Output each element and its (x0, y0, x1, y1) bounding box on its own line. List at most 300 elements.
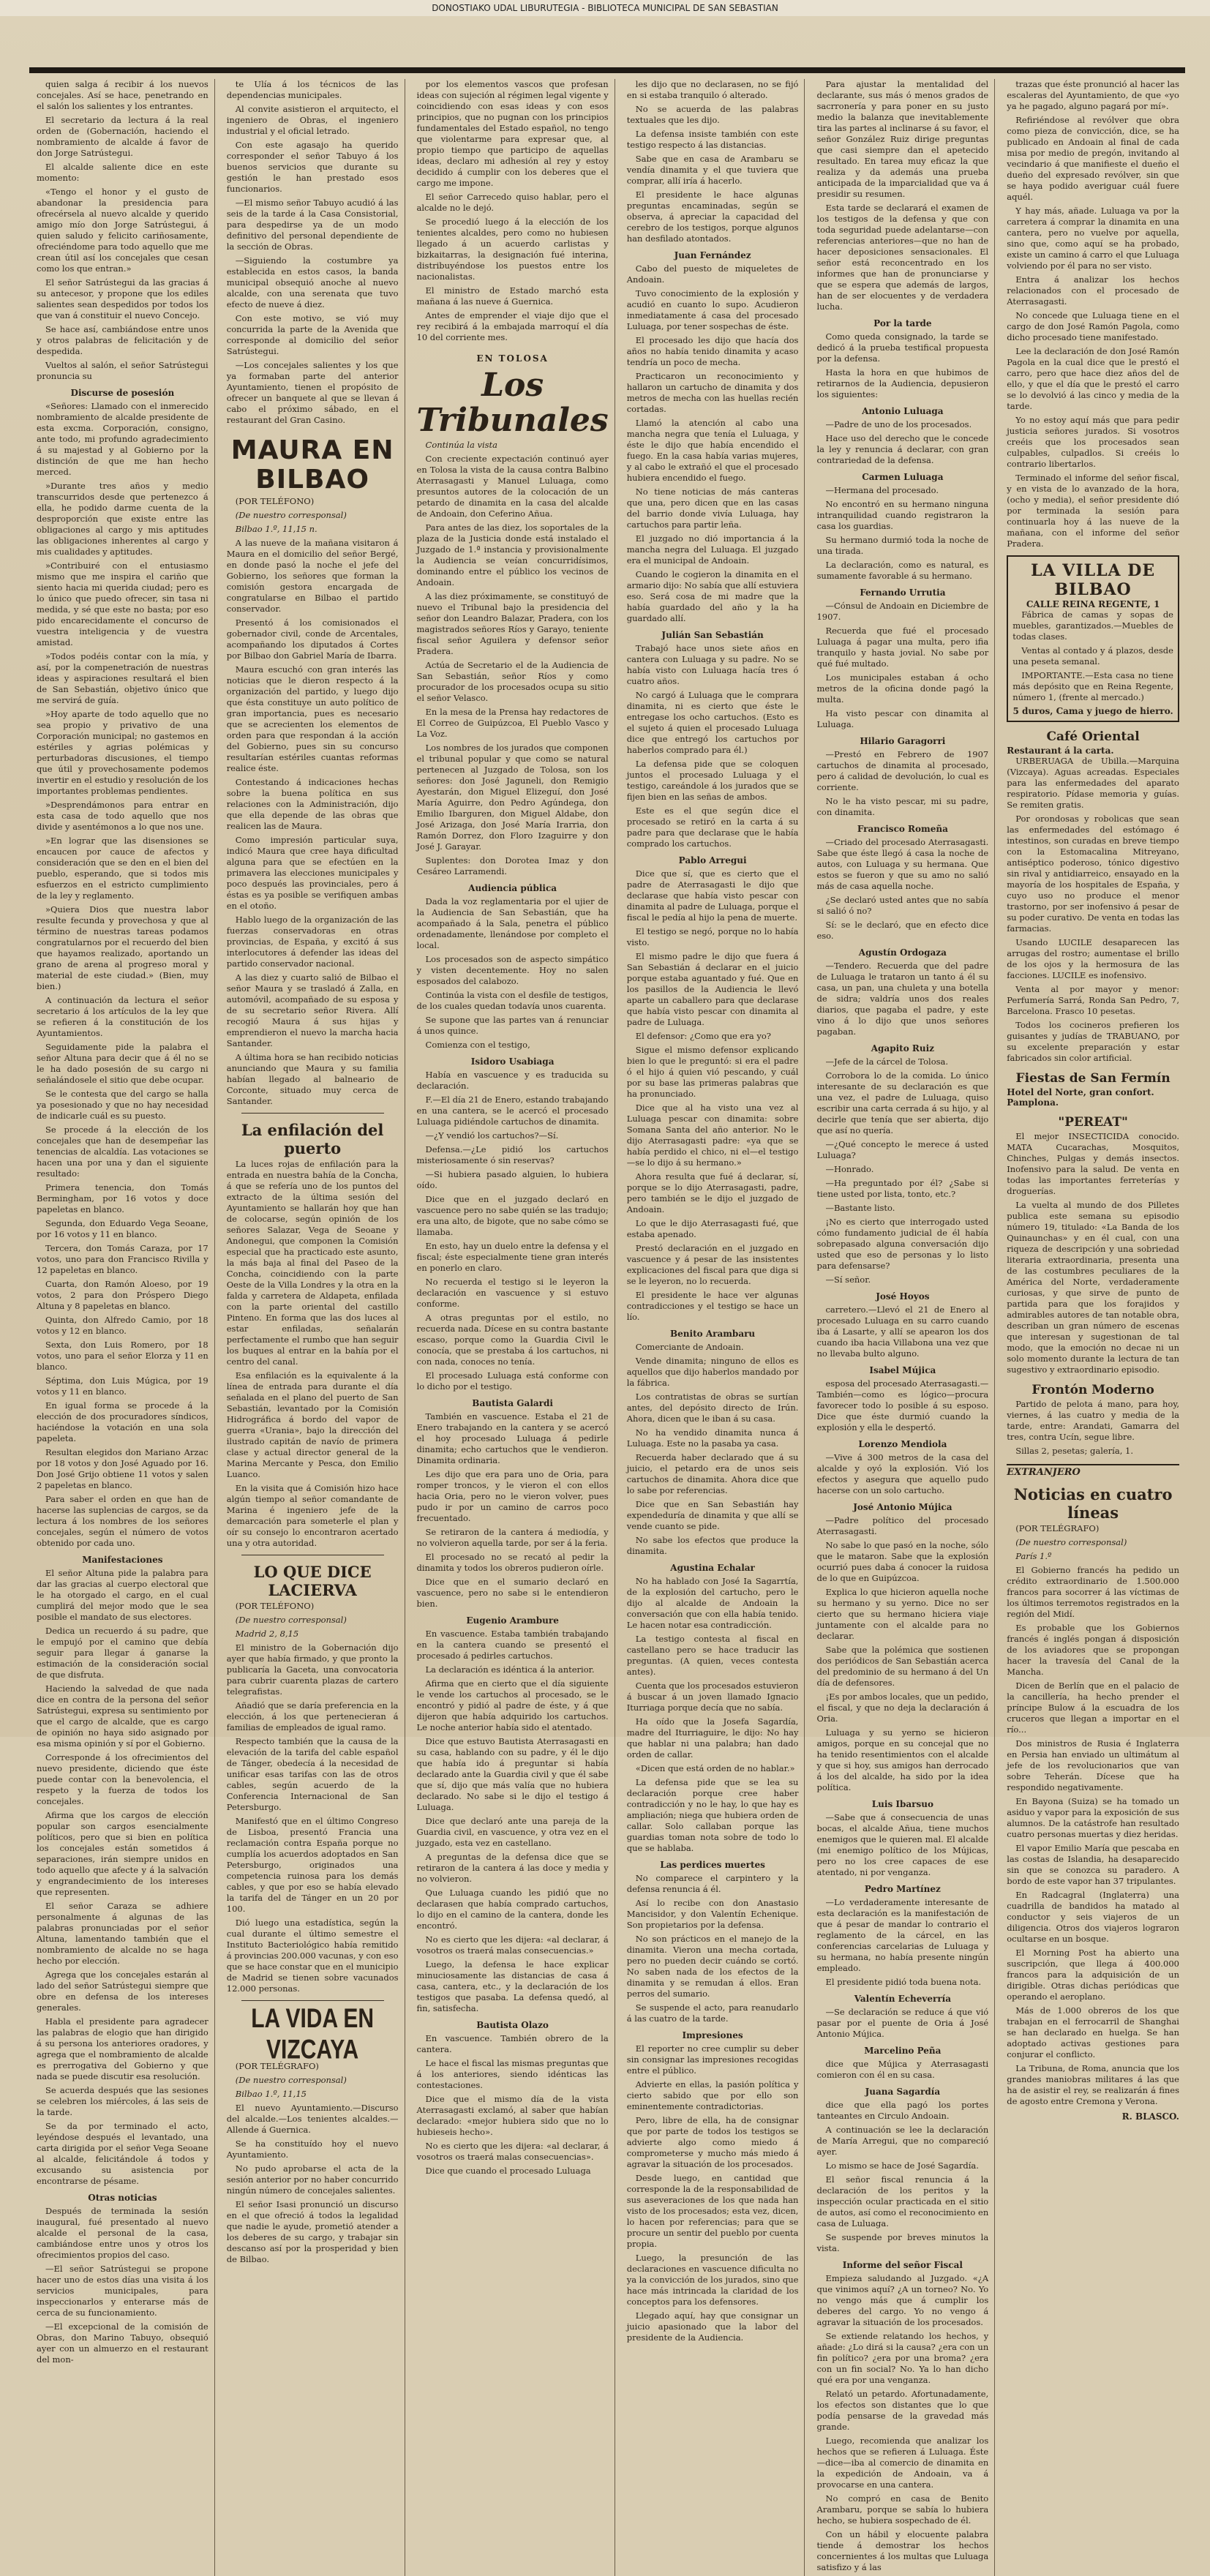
byline: (POR TELÉFONO) (235, 496, 315, 506)
paragraph: Los municipales estaban á ocho metros de la oficina donde pagó la multa. (816, 672, 989, 705)
paragraph: Yo no estoy aquí más que para pedir justicia señores jurados. Si vosotros creéis que los procesados sean culpables, culpadlos. Si creéis lo contrario libertarlos. (1007, 415, 1179, 469)
paragraph: Los contratistas de obras se surtían antes, del depósito directo de Irún. Ahora, dicen que le iban á su casa. (626, 1392, 799, 1424)
witness-name: Pedro Martínez (864, 1884, 941, 1894)
ad-text: Por orondosas y robolicas que sean las enfermedades del estómago é intestinos, son curadas en breve tiempo con la Estomacalina Mitreyano, antiséptico poderoso, tónico digestivo sin rival y antidiarreico, ensayado en la mayoría de los hospitales de España, y cuyo uso no produce el menor trastorno, por ser inofensivo á pesar de su poder curativo. De venta en todas las farmacias. (1007, 814, 1179, 934)
paragraph: Con creciente expectación continuó ayer en Tolosa la vista de la causa contra Balbino Aterrasagasti y Manuel Luluaga, como presuntos autores de la colocación de un petardo de dinamita en la casa del alcalde de Andoain, don Ceferino Añua. (416, 454, 609, 519)
paragraph: Es probable que los Gobiernos francés é inglés pongan á disposición de los aviadores que se propongan hacer la travesía del Canal de la Mancha. (1007, 1623, 1179, 1677)
ad-title: Fiestas de San Fermín (1015, 1071, 1170, 1086)
paragraph: El secretario da lectura á la real orden de (Gobernación, haciendo el nombramiento de alcalde á favor de don Jorge Satrústegui. (37, 115, 208, 158)
paragraph: Continúa la vista con el desfile de testigos, de los cuales quedan todavía unos cuarenta. (416, 990, 609, 1011)
subhead: (De nuestro corresponsal) (235, 510, 347, 520)
pretitle-tolosa: EN TOLOSA (476, 353, 549, 364)
paragraph: El vapor Emilio María que pescaba en las costas de Islandia, ha desaparecido sin que se conozca su paradero. A bordo de este vapor han 37 tripulantes. (1007, 1843, 1179, 1886)
dateline: Bilbao 1.º, 11,15 (235, 2089, 307, 2099)
paragraph: En la mesa de la Prensa hay redactores de El Correo de Guipúzcoa, El Pueblo Vasco y La Voz. (416, 707, 609, 739)
paragraph: Al convite asistieron el arquitecto, el ingeniero de Obras, el ingeniero industrial y el oficial letrado. (226, 104, 399, 136)
paragraph: Se acuerda después que las sesiones se celebren los miércoles, á las seis de la tarde. (37, 2085, 208, 2117)
columns (37, 79, 1185, 2572)
paragraph: —Jefe de la cárcel de Tolosa. (825, 1056, 949, 1067)
paragraph: Así lo recibe con don Anastasio Mancisidor, y don Valentín Echenique. Son propietarios por la defensa. (626, 1898, 799, 1930)
dateline: Continúa la vista (425, 440, 498, 450)
paragraph: Afirma que en cierto que el día siguiente le vende los cartuchos al procesado, se le encontró y pidió al padre de éste, y á que dijeron que había adquirido los cartuchos. Le noche anterior había sido el atentado. (416, 1678, 609, 1732)
paragraph: A continuación da lectura el señor secretario á los artículos de la ley que se refieren á la constitución de los Ayuntamientos. (37, 995, 208, 1038)
column-2 (227, 79, 405, 2576)
paragraph: Vueltos al salón, el señor Satrústegui pronuncia su (37, 360, 208, 381)
ad-text: Todos los cocineros prefieren los guisantes y judías de TRABUANO, por su excelente preparación y estar fabricados sin color artificial. (1007, 1020, 1179, 1063)
paragraph: Sigue el mismo defensor explicando bien lo que le preguntó: si era el padre ó el hijo á quien vió pescando, y cuál por su base las primeras palabras que ha pronunciado. (626, 1045, 799, 1099)
paragraph: La defensa pide que se lea su declaración porque cree haber contradicción y no le hay, lo que hay es ampliación; niega que hubiera orden de callar. Solo callaban porque las guardias toman nota sobre de todo lo que se hablaba. (626, 1777, 799, 1853)
paragraph: El alcalde saliente dice en este momento: (37, 162, 208, 183)
paragraph: El ministro de la Gobernación dijo ayer que había firmado, y que pronto la publicaría la Gaceta, una convocatoria para cubrir cuarenta plazas de cartero telegrafistas. (226, 1642, 399, 1697)
column-4 (627, 79, 805, 2576)
paragraph: El presidente le hace ver algunas contradicciones y el testigo se hace un lío. (626, 1290, 799, 1322)
paragraph: Llegado aquí, hay que consignar un juicio apasionado que la labor del presidente de la Audiencia. (626, 2310, 799, 2343)
paragraph: esposa del procesado Aterrasagasti.—También—como es lógico—procura favorecer todo lo posible á su esposo. Dice que éste durmió cuando la explosión y ella le despertó. (816, 1378, 989, 1432)
paragraph: El señor Caraza se adhiere personalmente á algunas de las palabras pronunciadas por el señor Altuna, lamentando también que el nombramiento de alcalde no se haga hecho por elección. (37, 1901, 208, 1966)
paragraph: Que Luluaga cuando les pidió que no declarasen que había comprado cartuchos, lo dijo en el camino de la cantera, donde les encontró. (416, 1888, 609, 1931)
paragraph: Tercera, don Tomás Caraza, por 17 votos, uno para don Francisco Rivilla y 12 papeletas en blanco. (37, 1243, 208, 1275)
paragraph: Esa enfilación es la equivalente á la línea de entrada para durante el día señalada en el plano del puerto de San Sebastián, levantado por la Comisión Hidrográfica á bordo del vapor de guerra «Urania», bajo la dirección del ilustrado capitán de navío de primera clase y actual director general de la Marina Mercante y Pesca, don Emilio Luanco. (226, 1370, 399, 1479)
subhead: (De nuestro corresponsal) (235, 1615, 347, 1625)
paragraph: —Honrado. (825, 1164, 874, 1174)
paragraph: Se procede á la elección de los concejales que han de desempeñar las tenencias de alcaldía. Las votaciones se hacen una por una y dan el siguiente resultado: (37, 1124, 208, 1179)
section-heading: Manifestaciones (82, 1555, 163, 1565)
section-heading: Audiencia pública (468, 883, 557, 893)
paragraph: No concede que Luluaga tiene en el cargo de don José Ramón Pagola, como dicho procesado tiene manifestado. (1007, 310, 1179, 342)
paragraph: No tiene noticias de más canteras que una, pero dicen que en las casas del barrio donde vivía Luluaga, hay cartuchos para partir leña. (626, 487, 799, 530)
ad-villa-bilbao (1007, 555, 1179, 722)
paragraph: te Ulía á los técnicos de las dependencias municipales. (226, 79, 399, 100)
section-heading: Discurse de posesión (70, 388, 175, 398)
paragraph: Se supone que las partes van á renunciar á unos quince. (416, 1015, 609, 1036)
ad-subtitle: Hotel del Norte, gran confort. Pamplona. (1007, 1087, 1154, 1108)
paragraph: No sabe los efectos que produce la dinamita. (626, 1535, 799, 1556)
paragraph: Dice que el mismo día de la vista Aterrasagasti exclamó, al saber que habían declarado: «mejor hubiera sido que no lo hubieseis hecho». (416, 2094, 609, 2137)
paragraph: La luces rojas de enfilación para la entrada en nuestra bahía de la Concha, á que se refería uno de los puntos del extracto de la última sesión del Ayuntamiento se hallarán hoy que han de colocarse, según opinión de los señores Salazar, Vega de Seoane y Andonegui, que componen la Comisión especial que ha practicado este asunto, la más baja al final del Paseo de la Concha, coincidiendo con la parte Oeste de la Villa Londres y la otra en la falda y carretera de Aldapeta, enfilada con la parte oriental del castillo Pinteno. En forma que las dos luces al estar enfiladas, señalarán perfectamente el rumbo que han seguir los buques al entrar en la bahía por el centro del canal. (226, 1159, 399, 1367)
paragraph: Pero, libre de ella, ha de consignar que por parte de todos los testigos se advierte algo como miedo á comprometerse y mucho más miedo á agravar la situación de los procesados. (626, 2115, 799, 2169)
ad-text: URBERUAGA de Ubilla.—Marquina (Vizcaya). Aguas acreadas. Especiales para las enfermedades del aparato respiratorio. Pídase memoria y guías. Se remiten gratis. (1007, 756, 1179, 810)
witness-name: Juan Fernández (674, 250, 751, 260)
paragraph: «Dicen que está orden de no hablar.» (635, 1763, 795, 1773)
paragraph: Y hay más, añade. Luluaga va por la carretera á comprar la dinamita en una cantera, pero no vuelve por aquella, sino que, como aquí se ha probado, existe un camino á carro el que Luluaga volviendo por él para no ser visto. (1007, 206, 1179, 271)
paragraph: Desde luego, en cantidad que corresponde la de la responsabilidad de sus aseveraciones de los que nada han visto de los procesados; esta vez, dicen, lo hacen por referencias; para que se procure un sentir del pueblo por cuenta propia. (626, 2173, 799, 2249)
paragraph: —Ha preguntado por él? ¿Sabe si tiene usted por lista, tonto, etc.? (816, 1178, 989, 1199)
paragraph: Con un hábil y elocuente palabra tiende á demostrar los hechos concernientes á los multas que Luluaga satisfizo y á las (816, 2529, 989, 2572)
witness-name: Marcelino Peña (864, 2046, 942, 2056)
ad-title: "PEREAT" (1058, 1115, 1128, 1130)
ad-text: La vuelta al mundo de dos Pilletes publica este semana su episodio número 19, titulado: «La Banda de los Quinaunchas» y en él cual, con una riqueza de descripción y una sobriedad literaria extraordinaria, presenta una de las costumbres peculiares de la América del Norte, verdaderamente curiosas, y que sirve de punto de partida para que los forajidos y admirables autores de tan notable obra, describan un gran número de escenas que interesan y sugestionan de tal modo, que la emoción no decae ni un solo momento durante la lectura de tan sugestivo y extraordinario episodio. (1007, 1200, 1179, 1375)
paragraph: Lo mismo se hace de José Sagardía. (825, 2160, 979, 2171)
dateline: Bilbao 1.º, 11,15 n. (235, 524, 317, 534)
paragraph: No es cierto que les dijera: «al declarar, á vosotros os traerá malas consecuencias». (416, 2141, 609, 2162)
paragraph: Cuarta, don Ramón Aloeso, por 19 votos, 2 para don Próspero Diego Altuna y 8 papeletas en blanco. (37, 1279, 208, 1311)
paragraph: Se extiende relatando los hechos, y añade: ¿Lo dirá si la causa? ¿era con un fin político? ¿era por una broma? ¿era con un fin social? No. Ya lo han dicho qué era por una venganza. (816, 2331, 989, 2385)
paragraph: Manifestó que en el último Congreso de Lisboa, presentó Francia una reclamación contra España porque no cumplía los acuerdos adoptados en San Petersburgo, originados una competencia ruinosa para los demás cables, y que por eso se había elevado la tarifa del de Tánger en un 20 por 100. (226, 1816, 399, 1914)
paragraph: Dice que estuvo Bautista Aterrasagasti en su casa, hablando con su padre, y él le dijo que había ido á preguntar si había declarado ante la Guardia civil y que él sabe que sí, dijo que más valía que no hubiera declarado. No sabe si le dijo el testigo á Luluaga. (416, 1736, 609, 1812)
witness-name: Eugenio Arambure (466, 1615, 559, 1626)
paragraph: La defensa pide que se coloquen juntos el procesado Luluaga y el testigo, careándole á los jurados que se fijen bien en las señas de ambos. (626, 759, 799, 802)
paragraph: La declaración es idéntica á la anterior. (425, 1664, 595, 1675)
paragraph: El procesado Luluaga está conforme con lo dicho por el testigo. (416, 1370, 609, 1392)
paragraph: Se suspende por breves minutos la vista. (816, 2232, 989, 2253)
paragraph: Lo que le dijo Aterrasagasti fué, que estaba apenado. (626, 1218, 799, 1239)
column-3 (417, 79, 615, 2576)
paragraph: En vascuence. Estaba también trabajando en la cantera cuando se presentó el procesado á pedirles cartuchos. (416, 1629, 609, 1661)
paragraph: Agrega que los concejales estarán al lado del señor Satrústegui siempre que obre en defensa de los intereses generales. (37, 1969, 208, 2013)
paragraph: Respecto también que la causa de la elevación de la tarifa del cable español de Tánger, obedecía á la necesidad de unificar esas tarifas con las de otros cables, según acuerdo de la Conferencia Internacional de San Petersburgo. (226, 1736, 399, 1812)
paragraph: Se le contesta que del cargo se halla ya posesionado y que no hay necesidad de indicarle cuál es su puesto. (37, 1089, 208, 1121)
paragraph: Comienza con el testigo, (425, 1040, 530, 1050)
column-6 (1007, 79, 1185, 2576)
paragraph: »Hoy aparte de todo aquello que no sea propio y privativo de una Corporación municipal; no gastemos en estériles y agrias polémicas y perturbadoras discusiones, el tiempo que útil y provechosamente podemos invertir en el estudio y resolución de los importantes problemas pendientes. (37, 709, 208, 796)
paragraph: En esto, hay un duelo entre la defensa y el fiscal; éste especialmente tiene gran interés en ponerlo en claro. (416, 1241, 609, 1273)
witness-name: Isabel Mújica (869, 1365, 936, 1375)
witness-name: Agustina Echalar (670, 1563, 755, 1573)
paragraph: Los procesados son de aspecto simpático y visten decentemente. Hoy no salen esposados del calabozo. (416, 954, 609, 986)
paragraph: A continuación se lee la declaración de María Arregui, que no compareció ayer. (816, 2125, 989, 2157)
ad-subtitle: Restaurant á la carta. (1007, 746, 1114, 756)
witness-name: Julián San Sebastián (661, 630, 764, 640)
paragraph: quien salga á recibir á los nuevos concejales. Así se hace, penetrando en el salón los salientes y los entrantes. (37, 79, 208, 111)
paragraph: Dice que en el sumario declaró en vascuence, pero no sabe si le entendieron bien. (416, 1577, 609, 1609)
paragraph: Comerciante de Andoain. (635, 1342, 744, 1352)
paragraph: También en vascuence. Estaba el 21 de Enero trabajando en la cantera y se acercó el hoy procesado Luluaga á pedirle dinamita; echo cartuchos que le vendieron. Dinamita ordinaria. (416, 1411, 609, 1465)
paragraph: —Lo verdaderamente interesante de esta declaración es la manifestación de que á pesar de mandar lo contrario el reglamento de la cárcel, en las conferencias carcelarias de Luluaga y su hermana, no había presente ningún empleado. (816, 1897, 989, 1973)
paragraph: «Tengo el honor y el gusto de abandonar la presidencia para ofrecérsela al nuevo alcalde y querido amigo mío don Jorge Satrústegui, á quien saludo y felicito cariñosamente, ofreciéndome para todo aquello que me crean útil así los concejales que cesan como los que entran.» (37, 187, 208, 274)
paragraph: Más de 1.000 obreros de los que trabajan en el ferrocarril de Shanghai se han declarado en huelga. Se han adoptado activas gestiones para conjurar el conflicto. (1007, 2005, 1179, 2059)
paragraph: Los nombres de los jurados que componen el tribunal popular y que como se natural pertenecen al Juzgado de Tolosa, son los señores: don José Jaguneli, don Remigio Ayestarán, don Miguel Elizeguí, don José María Aguirre, don Pedro Agúndega, don Emilio Ibarguren, don Miguel Aldabe, don José Arizaga, don José María Irarria, don Ramón Dorrez, don Floro Izaguirre y don José J. Garayar. (416, 743, 609, 852)
paragraph: A las diez y cuarto salió de Bilbao el señor Maura y se trasladó á Zalla, en automóvil, acompañado de su esposa y de su secretario señor Rivera. Allí recogió Maura á sus hijas y emprendieron el nuevo la marcha hacia Santander. (226, 972, 399, 1048)
paragraph: Se ha constituído hoy el nuevo Ayuntamiento. (226, 2138, 399, 2160)
paragraph: Luego, recomienda que analizar los hechos que se refieren á Luluaga. Éste—dice—iba al comercio de dinamita en la expedición de Andoain, va á provocarse en una cantera. (816, 2436, 989, 2490)
paragraph: Hablo luego de la organización de las fuerzas conservadoras en otras provincias, de España, y excitó á sus interlocutores á defender las ideas del partido conservador nacional. (226, 915, 399, 969)
paragraph: —El señor Satrústegui se propone hacer uno de estos días una visita á los servicios municipales, para inspeccionarlos y enterarse más de cerca de su funcionamiento. (37, 2264, 208, 2318)
paragraph: Primera tenencia, don Tomás Bermingham, por 16 votos y doce papeletas en blanco. (37, 1182, 208, 1214)
headline-enfilacion: La enfilación del puerto (241, 1121, 384, 1157)
column-5 (816, 79, 995, 2576)
paragraph: El reporter no cree cumplir su deber sin consignar las impresiones recogidas entre el público. (626, 2043, 799, 2076)
paragraph: El Gobierno francés ha pedido un crédito extraordinario de 1.500.000 francos para socorrer á las víctimas de los últimos terremotos registrados en la región del Midí. (1007, 1565, 1179, 1619)
paragraph: Cuenta que los procesados estuvieron á buscar á un joven llamado Ignacio Iturriaga porque decía que no sabía. (626, 1681, 799, 1713)
paragraph: No ha vendido dinamita nunca á Luluaga. Este no la pasaba ya casa. (626, 1427, 799, 1449)
witness-name: Carmen Luluaga (862, 472, 944, 482)
headline-maura: MAURA EN BILBAO (230, 435, 394, 495)
byline: (POR TELÉFONO) (235, 1601, 315, 1611)
witness-name: Agapito Ruiz (871, 1043, 934, 1054)
paragraph: Maura escuchó con gran interés las noticias que le dieron respecto á la organización del partido, y luego dijo que ésta constituye un auto político de gran importancia, pues es necesario que se acrecienten los elementos de orden para que respondan á la acción del Gobierno, pues sin su concurso resultarían estériles cuantas reformas realice éste. (226, 664, 399, 773)
paragraph: por los elementos vascos que profesan ideas con sujeción al régimen legal vigente y coincidiendo con esas ideas y con esos principios, que no pugnan con los principios fundamentales del Estado español, no tengo que violentarme para expresar que, al propio tiempo que participo de aquellas ideas, declaro mi adhesión al rey y estoy decidido á cumplir con los deberes que el cargo me impone. (416, 79, 609, 188)
paragraph: —Los concejales salientes y los que ya formaban parte del anterior Ayuntamiento, tienen el propósito de ofrecer un banquete al que se llevan á cabo el próximo sábado, en el restaurant del Gran Casino. (226, 360, 399, 425)
ad-title: LA VILLA DE BILBAO (1031, 561, 1156, 599)
paragraph: Para ajustar la mentalidad del declarante, sus más ó menos grados de sacrronería y para poner en su justo medio la balanza que inevitablemente tira las partes al inclinarse á su favor, el señor González Ruiz dirige preguntas que casi siempre dan el apetecido resultado. En tarea muy eficaz la que realiza y da además una prueba anticipada de la imparcialidad que va á presidir su resumen. (816, 79, 989, 199)
paragraph: Cabo del puesto de miqueletes de Andoain. (626, 263, 799, 285)
paragraph: Este es el que según dice el procesado se retiró en la carta á su padre para que declarase que le había comprado los cartuchos. (626, 806, 799, 849)
column-1 (37, 79, 215, 2576)
paragraph: En Radcagral (Inglaterra) una cuadrilla de bandidos ha matado al conductor y seis viajeros de un diligencia. Otros dos viajeros lograron ocultarse en un bosque. (1007, 1890, 1179, 1944)
paragraph: carretero.—Llevó el 21 de Enero al procesado Luluaga en su carro cuando iba á Lasarte, y allí se apearon los dos cuando iba hacia Villabona una vez que no llevaba bulto alguno. (816, 1304, 989, 1359)
paragraph: —Padre de uno de los procesados. (825, 419, 972, 429)
paragraph: La declaración, como es natural, es sumamente favorable á su hermano. (816, 560, 989, 581)
paragraph: Sexta, don Luis Romero, por 18 votos, uno para el señor Elorza y 11 en blanco. (37, 1340, 208, 1372)
paragraph: Para antes de las diez, los soportales de la plaza de la Justicia donde está instalado el Juzgado de 1.ª instancia y provisionalmente la Audiencia se veían concurridísimos, dominando entre el público los vecinos de Andoain. (416, 522, 609, 587)
paragraph: La testigo contesta al fiscal en castellano pero se hace traducir las preguntas. (A quien, veces contesta antes). (626, 1634, 799, 1677)
paragraph: Había en vascuence y es traducida su declaración. (416, 1070, 609, 1091)
paragraph: En vascuence. También obrero de la cantera. (416, 2033, 609, 2054)
paragraph: »Quiera Dios que nuestra labor resulte fecunda y provechosa y que al término de nuestras tareas podamos congratularnos por el recuerdo del bien que hayamos realizado, aportando un grano de arena al progreso moral y material de este ciudad.» (Bien, muy bien.) (37, 904, 208, 991)
paragraph: —Padre político del procesado Aterrasagasti. (816, 1515, 989, 1536)
paragraph: El mismo padre le dijo que fuera á San Sebastián á declarar en el juicio porque estaba aguantado y fué. Que en los pasillos de la Audiencia le llevó aparte un caballero para que declarase que había visto pescar con dinamita al padre de Luluaga. (626, 951, 799, 1027)
paragraph: No comparece el carpintero y la defensa renuncia á él. (626, 1873, 799, 1894)
paragraph: No son prácticos en el manejo de la dinamita. Vieron una mecha cortada, pero no pueden decir cuándo se cortó. No saben nada de los efectos de la dinamita y se remudan á ellos. Eran perros del sumario. (626, 1934, 799, 1999)
ad-text: Usando LUCILE desaparecen las arrugas del rostro; aumentase el brillo de los ojos y la hermosura de las facciones. LUCILE es inofensivo. (1007, 937, 1179, 980)
paragraph: Lee la declaración de don José Ramón Pagola en la cual dice que le prestó el carro, pero que hace diez años del de ello, y que el día que le prestó el carro se lo devolvió á las cinco y media de la tarde. (1007, 346, 1179, 411)
paragraph: Dice que al ha visto una vez al Luluaga pescar con dinamita: sobre Somana Santa del año anterior. No le dijo Aterrasagasti padre: «ya que se había perdido el chico, ni el—el testigo—se lo dijo á su hermano.» (626, 1103, 799, 1168)
paragraph: dice que Mújica y Aterrasagasti comieron con él en su casa. (816, 2059, 989, 2080)
paragraph: Sabe que en casa de Arambaru se vendía dinamita y el que tuviera que comprar, allí iría á hacerlo. (626, 154, 799, 186)
paragraph: En Bayona (Suiza) se ha tomado un asiduo y vapor para la exposición de sus alumnos. De la catástrofe han resultado cuatro personas muertas y diez heridas. (1007, 1796, 1179, 1839)
paragraph: Suplentes: don Dorotea Imaz y don Cesáreo Larramendi. (416, 855, 609, 876)
ad-title: Café Oriental (1046, 729, 1140, 744)
paragraph: Llamó la atención al cabo una mancha negra que tenía el Luluaga, y éste le dijo que había encendido el fuego. En la casa había varias mujeres, y al cabo le extrañó el que el procesado hubiera encendido el fuego. (626, 418, 799, 483)
paragraph: A las nueve de la mañana visitaron á Maura en el domicilio del señor Bergé, en donde pasó la noche el jefe del Gobierno, los señores que forman la comisión gestora encargada de congratularse en Bilbao el partido conservador. (226, 538, 399, 614)
paragraph: Se retiraron de la cantera á mediodía, y no volvieron aquella tarde, por ser á la feria. (416, 1527, 609, 1548)
paragraph: Dice que en San Sebastián hay expendeduría de dinamita y que allí se vende cuanto se pide. (626, 1499, 799, 1531)
paragraph: Dada la voz reglamentaria por el ujier de la Audiencia de San Sebastián, que ha acompañado á la Sala, penetra el público ordenadamente, llenándose por completo el local. (416, 896, 609, 950)
paragraph: No recuerda el testigo si le leyeron la declaración en vascuence y si estuvo conforme. (416, 1277, 609, 1309)
paragraph: Terminado el informe del señor fiscal, y en vista de lo avanzado de la hora, (ocho y media), el señor presidente dió por terminada la sesión para continuarla hoy á las nueve de la mañana, con el informe del señor Pradera. (1007, 473, 1179, 549)
paragraph: Ha visto pescar con dinamita al Luluaga. (816, 708, 989, 729)
paragraph: Luluaga y su yerno se hicieron amigos, porque en su concejal que no ha tenido resentimientos con el alcalde y que si hoy, sus amigos han derrocado á los del alcalde, ha sido por la idea política. (816, 1727, 989, 1792)
paragraph: —El excepcional de la comisión de Obras, don Marino Tabuyo, obsequió ayer con un almuerzo en el restaurant del mon- (37, 2321, 208, 2365)
witness-name: Valentín Echeverría (854, 1994, 951, 2004)
paragraph: Con este agasajo ha querido corresponder el señor Tabuyo á los buenos servicios que durante su gestión le han prestado esos funcionarios. (226, 140, 399, 194)
paragraph: El Morning Post ha abierto una suscripción, que llega á 400.000 francos para la adquisición de un dirigible. Otras dichas periódicas que operando el aeroplano. (1007, 1948, 1179, 2002)
paragraph: Dos ministros de Rusia é Inglaterra en Persia han enviado un ultimátum al jefe de los revolucionarios que van sobre Teherán. Dícese que ha respondido negativamente. (1007, 1738, 1179, 1792)
paragraph: —Criado del procesado Aterrasagasti. Sabe que éste llegó á casa la noche de autos, con Luluaga y su hermana. Que estos se fueron y que su amo no salió más de casa aquella noche. (816, 837, 989, 891)
ad-subtitle: CALLE REINA REGENTE, 1 (1026, 599, 1160, 609)
paragraph: «Señores: Llamado con el inmerecido nombramiento de alcalde presidente de esta excma. Corporación, consigno, ante todo, mi profundo agradecimiento á su majestad y al Gobierno por la distinción de que me han hecho merced. (37, 401, 208, 477)
paragraph: Le hace el fiscal las mismas preguntas que á los anteriores, siendo idénticas las contestaciones. (416, 2058, 609, 2090)
paragraph: Segunda, don Eduardo Vega Seoane, por 16 votos y 11 en blanco. (37, 1218, 208, 1239)
paragraph: Seguidamente pide la palabra el señor Altuna para decir que á él no se le ha dado posesión de su cargo ni señalándosele el sitio que debe ocupar. (37, 1042, 208, 1085)
section-heading: Por la tarde (873, 318, 932, 328)
paragraph: Defensa.—¿Le pidió los cartuchos misteriosamente ó sin reservas? (416, 1144, 609, 1165)
paragraph: Luego, la defensa le hace explicar minuciosamente las distancias de casa á casa, cantera, etc., y la declaración de los testigos que pasaba. La defensa quedó, al fin, satisfecha. (416, 1959, 609, 2013)
witness-name: Isidoro Usabiaga (470, 1056, 555, 1067)
paragraph: Antes de emprender el viaje dijo que el rey recibirá á la embajada marroquí el día 10 del corriente mes. (416, 310, 609, 342)
headline-lacierva: LO QUE DICE LACIERVA (253, 1563, 372, 1599)
ad-text: 5 duros, Cama y juego de hierro. (1012, 706, 1173, 716)
paragraph: Dió luego una estadística, según la cual durante el último semestre el Instituto Bacteriológico había remitido á provincias 200.000 vacunas, y con eso que se hace constar que en el municipio de Madrid se tienen sobre vacunados 12.000 personas. (226, 1918, 399, 1994)
paragraph: Habla el presidente para agradecer las palabras de elogio que han dirigido á su persona los anteriores oradores, y agrega que el nombramiento de alcalde es prerrogativa del Gobierno y que nada se puede discutir esa resolución. (37, 2016, 208, 2081)
paragraph: les dijo que no declarasen, no se fijó en si estaba tranquilo ó alterado. (626, 79, 799, 100)
paragraph: No compró en casa de Benito Arambaru, porque se sabía lo hubiera hecho, se hubiera sospechado de él. (816, 2493, 989, 2526)
paragraph: Advierte en ellas, la pasión política y cierto sabido que por ello son eminentemente contradictorias. (626, 2079, 799, 2111)
witness-name: Antonio Luluaga (862, 406, 944, 416)
paragraph: —¿Y vendió los cartuchos?—Sí. (425, 1130, 559, 1141)
paragraph: Dice que declaró ante una pareja de la Guardia civil, en vascuence, y otra vez en el juzgado, esta vez en castellano. (416, 1816, 609, 1848)
paragraph: En la visita que á Comisión hizo hace algún tiempo al señor comandante de Marina é ingeniero jefe de la demarcación para someterle el plan y oír su consejo lo encontraron acertado una y otra autoridad. (226, 1483, 399, 1548)
paragraph: Dice que sí, que es cierto que el padre de Aterrasagasti le dijo que declarase que había visto pescar con dinamita al padre de Luluaga, porque el fiscal le pedía al hijo la pena de muerte. (626, 868, 799, 923)
paragraph: —Se declaración se reduce á que vió pasar por el puente de Oria á José Antonio Mújica. (816, 2007, 989, 2039)
signature: R. BLASCO. (1121, 2111, 1179, 2122)
witness-name: Agustín Ordogaza (858, 947, 947, 958)
paragraph: Haciendo la salvedad de que nada dice en contra de la persona del señor Satrústegui, expresa su sentimiento por que el cargo de alcalde, que es cargo de opinión no haya sido asignado por esa misma opinión y sí por el Gobierno. (37, 1683, 208, 1749)
witness-name: José Hoyos (876, 1291, 930, 1302)
archive-header: DONOSTIAKO UDAL LIBURUTEGIA - BIBLIOTECA MUNICIPAL DE SAN SEBASTIAN (0, 0, 1210, 16)
paragraph: ¿Se declaró usted antes que no sabía si salió ó no? (816, 895, 989, 916)
headline-vizcaya: LA VIDA EN VIZCAYA (251, 2003, 375, 2065)
paragraph: Dicen de Berlín que en el palacio de la cancillería, ha hecho prender el príncipe Bulow á la escuadra de los cruceros que llegan a importar en el río... (1007, 1681, 1179, 1735)
paragraph: Tuvo conocimiento de la explosión y acudió en cuanto lo supo. Acudieron inmediatamente á casa del procesado Luluaga, por tener sospechas de éste. (626, 288, 799, 331)
subhead: (De nuestro corresponsal) (235, 2075, 347, 2085)
paragraph: Prestó declaración en el juzgado en vascuence y á pesar de las insistentes explicaciones del fiscal para que diga si se le leyeron, no lo recuerda. (626, 1243, 799, 1286)
paragraph: Se procedió luego á la elección de los tenientes alcaldes, pero como no hubiesen llegado á un acuerdo carlistas y bizkaitarras, la designación fué interina, distribuyéndose los puestos entre los nacionalistas. (416, 217, 609, 282)
paragraph: —Sabe que á consecuencia de unas bocas, el alcalde Añua, tiene muchos enemigos que le quieren mal. El alcalde (mi enemigo político de los Mújicas, pero no los cree capaces de ese atentado, ni por venganza. (816, 1812, 989, 1877)
paragraph: La Tribuna, de Roma, anuncia que los grandes maniobras militares á las que ha de asistir el rey, se realizarán á fines de agosto entre Cremona y Verona. (1007, 2063, 1179, 2106)
section-heading: Las perdices muertes (660, 1860, 765, 1870)
paragraph: No sabe lo que pasó en la noche, sólo que le mataron. Sabe que la explosión ocurrió pues daba á conocer la ruidosa de lo que en Guipúzcoa. (816, 1540, 989, 1583)
paragraph: Dedica un recuerdo á su padre, que le empujó por el camino que debía seguir para llegar á ganarse la estimación de la consideración social de que disfruta. (37, 1626, 208, 1680)
headline-tribunales: Los Tribunales (416, 367, 609, 439)
paragraph: No le ha visto pescar, mi su padre, con dinamita. (816, 796, 989, 817)
paragraph: Después de terminada la sesión inaugural, fué presentado al nuevo alcalde el personal de la casa, cambiándose entre unos y otros los ofrecimientos propios del caso. (37, 2206, 208, 2260)
section-tag: EXTRANJERO (1007, 1464, 1179, 1478)
paragraph: »Todos podéis contar con la mía, y así, por la compenetración de nuestras ideas y aspiraciones resultará el bien de San Sebastián, objetivo único que me servirá de guía. (37, 651, 208, 705)
witness-name: Luis Ibarsuo (871, 1799, 933, 1809)
paragraph: Vende dinamita; ninguno de ellos es aquellos que dijo haberlos mandado por la fábrica. (626, 1356, 799, 1388)
paragraph: —Siguiendo la costumbre ya establecida en estos casos, la banda municipal obsequió anoche al nuevo alcalde, con una serenata que tuvo efecto de nueve á diez. (226, 255, 399, 309)
paragraph: Quinta, don Alfredo Camio, por 18 votos y 12 en blanco. (37, 1315, 208, 1336)
paragraph: Afirma que los cargos de elección popular son cargos esencialmente políticos, pero que si bien en política los concejales están sometidos á separaciones, irán siempre unidos en todo aquello que afecte y á la salvación y engrandecimiento de los intereses que representen. (37, 1810, 208, 1897)
paragraph: En igual forma se procede á la elección de dos procuradores síndicos, haciéndose la votación en una sola papeleta. (37, 1400, 208, 1443)
paragraph: Se hace así, cambiándose entre unos y otros palabras de felicitación y de despedida. (37, 324, 208, 356)
paragraph: —Sí señor. (825, 1274, 871, 1285)
paragraph: Corresponde á los ofrecimientos del nuevo presidente, diciendo que éste puede contar con la benevolencia, el respeto y la fuerza de todos los concejales. (37, 1752, 208, 1806)
witness-name: Fernando Urrutia (860, 587, 946, 598)
section-heading: Otras noticias (88, 2193, 157, 2203)
paragraph: —Tendero. Recuerda que del padre de Luluaga le trataron un tanto á él su casa, un pan, una chuleta y una botella de sidra; valdría unos dos reales diarios, que pagaba el padre, y este vino á lo dijo que unos señores pagaban. (816, 961, 989, 1037)
paragraph: —¿Qué concepto le merece á usted Luluaga? (816, 1139, 989, 1160)
paragraph: No pudo aprobarse el acta de la sesión anterior por no haber concurrido ningún número de concejales salientes. (226, 2163, 399, 2196)
paragraph: No se acuerda de las palabras textuales que les dijo. (626, 104, 799, 125)
paragraph: Actúa de Secretario el de la Audiencia de San Sebastián, señor Ríos y como procurador de los procesados ocupa su sitio el señor Velasco. (416, 660, 609, 703)
paragraph: El ministro de Estado marchó esta mañana á las nueve á Guernica. (416, 285, 609, 307)
paragraph: El señor fiscal renuncia á la declaración de los peritos y la inspección ocular practicada en el sitio de autos, así como el reconocimiento en casa de Luluaga. (816, 2174, 989, 2228)
paragraph: Practicaron un reconocimiento y hallaron un cartucho de dinamita y dos metros de mecha con las huellas recién cortadas. (626, 371, 799, 414)
witness-name: Hilario Garagorri (860, 736, 946, 746)
ad-text: El mejor INSECTICIDA conocido. MATA Cucarachas, Mosquitos, Chinches, Pulgas y demás insectos. Inofensivo para la salud. De venta en todas las importantes ferreterías y droguerías. (1007, 1131, 1179, 1196)
paragraph: No ha hablado con José Ia Sagarrtía, de la explosión del cartucho, pero le dijo al alcalde de Andoain la conversación que con ella había tenido. Le hacen notar esa contradicción. (626, 1576, 799, 1630)
dateline: París 1.º (1015, 1551, 1052, 1561)
paragraph: Sabe que la polémica que sostienen dos periódicos de San Sebastián acerca del predominio de su hermano á del Un día de defensores. (816, 1645, 989, 1688)
witness-name: José Antonio Mújica (853, 1502, 952, 1512)
paragraph: Se suspende el acto, para reanudarlo á las cuatro de la tarde. (626, 2002, 799, 2024)
paragraph: Ha oído que la Josefa Sagardía, madre del Iturriaguire, le dijo: No hay que hablar ni una palabra; han dado orden de callar. (626, 1716, 799, 1760)
paragraph: Para saber el orden en que han de hacerse las suplencias de cargos, se da lectura á los nombres de los señores concejales, según el número de votos obtenido por cada uno. (37, 1494, 208, 1548)
witness-name: Bautista Galardi (472, 1398, 553, 1408)
witness-name: Bautista Olazo (476, 2020, 549, 2030)
paragraph: Recuerda que fué el procesado Luluaga á pagar una multa, pero ifia tranquilo y hasta jovial. No sabe por qué fué multado. (816, 626, 989, 669)
paragraph: A última hora se han recibido noticias anunciando que Maura y su familia habían llegado al balneario de Corconte, situado muy cerca de Santander. (226, 1052, 399, 1106)
witness-name: Lorenzo Mendiola (858, 1439, 947, 1449)
section-heading: Informe del señor Fiscal (842, 2260, 963, 2270)
paragraph: Esta tarde se declarará el examen de los testigos de la defensa y que con toda seguridad puede adelantarse—con referencias anteriores—que no han de hacer deposiciones sensacionales. El señor está reconcentrado en los informes que han de pronunciarse y que se espera que además de largos, han de ser elocuentes y de verdadera lucha. (816, 203, 989, 312)
paragraph: Trabajó hace unos siete años en cantera con Luluaga y su padre. No se había visto con Luluaga hacía tres ó cuatro años. (626, 643, 799, 686)
dateline: Madrid 2, 8,15 (235, 1629, 299, 1639)
paragraph: ¡No es cierto que interrogado usted cómo fundamento judicial de él había sobrepasado alguna conversación dijo usted que eso de personas y lo listo para defensarse? (816, 1217, 989, 1271)
ad-text: Ventas al contado y á plazos, desde una peseta semanal. (1012, 645, 1173, 666)
subhead: (De nuestro corresponsal) (1015, 1537, 1127, 1547)
paragraph: Se da por terminado el acto, leyéndose después el levantado, una carta dirigida por el señor Vega Seoane al alcalde, felicitándole á todos y excusando su asistencia por encontrarse de pésame. (37, 2121, 208, 2186)
paragraph: Empieza saludando al Juzgado. «¿A que vinimos aquí? ¿A un torneo? No. Yo no vengo más que á cumplir los deberes del cargo. Yo no vengo á agravar la situación de los procesados. (816, 2273, 989, 2327)
paragraph: trazas que éste pronunció al hacer las escaleras del Ayuntamiento, de que «yo ya he pagado, alguno pagará por mí». (1007, 79, 1179, 111)
paragraph: El señor Satrústegui da las gracias á su antecesor, y propone que los ediles salientes sean despedidos por todos los que van á constituir el nuevo Concejo. (37, 277, 208, 320)
ad-text: Sillas 2, pesetas; galería, 1. (1015, 1446, 1133, 1456)
paragraph: —Prestó en Febrero de 1907 cartuchos de dinamita al procesado, pero á calidad de devolución, lo cual es corriente. (816, 749, 989, 792)
ad-text: Venta al por mayor y menor: Perfumería Sarrá, Ronda San Pedro, 7, Barcelona. Frasco 10 pesetas. (1007, 984, 1179, 1016)
paragraph: A las diez próximamente, se constituyó de nuevo el Tribunal bajo la presidencia del señor don Leandro Balazar, Pradera, con los magistrados señores Ríos y Garayo, teniente fiscal señor Aguilera y defensor señor Pradera. (416, 591, 609, 656)
paragraph: Explica lo que hicieron aquella noche su hermano y su yerno. Dice no ser cierto que su hermano hiciera viaje juntamente con el alcalde para no declarar. (816, 1587, 989, 1641)
paragraph: El presidente le hace algunas preguntas encaminadas, según se observa, á apreciar la capacidad del cerebro de los testigos, porque algunos han desfilado atontados. (626, 189, 799, 244)
paragraph: El procesado les dijo que hacía dos años no había tenido dinamita y acaso tendría un poco de mecha. (626, 335, 799, 367)
paragraph: El presidente pidió toda buena nota. (825, 1977, 982, 1987)
paragraph: Relató un petardo. Afortunadamente, los efectos son distantes que lo que podía pensarse de la gravedad más grande. (816, 2389, 989, 2432)
paragraph: »Durante tres años y medio transcurridos desde que pertenezco á ella, he podido darme cuenta de la desproporción que existe entre las obligaciones al cargo y mis aptitudes las obligaciones inherentes al cargo y mis cualidades y aptitudes. (37, 481, 208, 557)
paragraph: Resultan elegidos don Mariano Arzac por 18 votos y don José Aguado por 16. Don José Grijo obtiene 11 votos y salen 2 papeletas en blanco. (37, 1447, 208, 1490)
paragraph: El nuevo Ayuntamiento.—Discurso del alcalde.—Los tenientes alcaldes.—Allende á Guernica. (226, 2103, 399, 2135)
divider (241, 1113, 384, 1114)
top-rule (29, 67, 1185, 73)
paragraph: Cuando le cogieron la dinamita en el armario dijo: No sabía que allí estuviera eso. Será cosa de mi madre que la había guardado del año y la ha guardado allí. (626, 569, 799, 623)
ad-text: Partido de pelota á mano, para hoy, viernes, á las cuatro y media de la tarde, entre: Arandati, Gamarra del tres, contra Ucín, segue libre. (1007, 1399, 1179, 1442)
paragraph: El señor Isasi pronunció un discurso en el que ofreció á todos la legalidad que nadie le ayude, prometió atender a los deberes de su cargo, y trabajar sin descanso así por la prosperidad y bien de Bilbao. (226, 2199, 399, 2264)
paragraph: A otras preguntas por el estilo, no recuerda nada. Dícese en su contra bastante escaso, porque como la Guardia Civil le conocía, que se prestaba á los cartuchos, ni con nada, conoces no tenía. (416, 1313, 609, 1367)
witness-name: Juana Sagardía (865, 2087, 941, 2097)
paragraph: Contestando á indicaciones hechas sobre la buena política en sus relaciones con la Administración, dijo que ella depende de las obras que realicen las de Maura. (226, 777, 399, 831)
paragraph: Recuerda haber declarado que á su juicio, el petardo era de unos seis cartuchos de dinamita. Ahora dice que lo sabe por referencias. (626, 1452, 799, 1495)
paragraph: Como impresión particular suya, indicó Maura que cree haya dificultad alguna para que se efectúen en la primavera las elecciones municipales y poco después las provinciales, pero á éstas es ya posible se verifiquen ambas en el otoño. (226, 835, 399, 911)
paragraph: —Hermana del procesado. (825, 485, 939, 495)
paragraph: Luego, la presunción de las declaraciones en vascuence dificulta no ya la convicción de los jurados, sino que hace más intrincada la claridad de los conceptos para los defensores. (626, 2253, 799, 2307)
paragraph: Su hermano durmió toda la noche de una tirada. (816, 535, 989, 556)
paragraph: ¡Es por ambos locales, que un pedido, el fiscal, y que no deja la declaración á Oria. (816, 1691, 989, 1724)
paragraph: —Si hubiera pasado alguien, lo hubiera oído. (416, 1169, 609, 1190)
headline-noticias: Noticias en cuatro líneas (1013, 1485, 1173, 1522)
paragraph: A preguntas de la defensa dice que se retiraron de la cantera á las doce y media y no volvieron. (416, 1852, 609, 1884)
paragraph: Añadió que se daría preferencia en la elección, á los que pertenecieran á familias de empleados de igual ramo. (226, 1700, 399, 1732)
paragraph: Dice que cuando el procesado Luluaga (425, 2166, 591, 2176)
paragraph: Como queda consignado, la tarde se dedicó á la prueba testifical propuesta por la defensa. (816, 331, 989, 364)
paragraph: Séptima, don Luis Múgica, por 19 votos y 11 en blanco. (37, 1375, 208, 1397)
paragraph: No encontró en su hermano ninguna intranquilidad cuando registraron la casa los guardias. (816, 499, 989, 531)
witness-name: Francisco Romeña (857, 824, 948, 834)
ad-text: Fábrica de camas y sopas de muebles, garantizados.—Muebles de todas clases. (1012, 609, 1173, 642)
section-heading: Impresiones (682, 2030, 743, 2040)
ad-title: Frontón Moderno (1031, 1383, 1154, 1397)
paragraph: El procesado no se recató al pedir la dinamita y todos los obreros pudieron oírle. (416, 1552, 609, 1573)
paragraph: Corrobora lo de la comida. Lo único interesante de su declaración es que una vez, el padre de Luluaga, quiso escribir una carta cerrada á su hijo, y al decirle que tenía que ser abierta, dijo que así no quería. (816, 1070, 989, 1135)
paragraph: Hace uso del derecho que le concede la ley y renuncia á declarar, con gran contrariedad de la defensa. (816, 433, 989, 465)
paragraph: Con este motivo, se vió muy concurrida la parte de la Avenida que corresponde al domicilio del señor Satrústegui. (226, 313, 399, 356)
byline: (POR TELÉGRAFO) (1015, 1523, 1100, 1533)
byline: (POR TELÉGRAFO) (235, 2061, 319, 2071)
witness-name: Benito Arambaru (670, 1329, 756, 1339)
paragraph: Sí: se le declaró, que en efecto dice eso. (816, 920, 989, 941)
paragraph: El juzgado no dió importancia á la mancha negra del Luluaga. El juzgado era el municipal de Andoain. (626, 533, 799, 566)
paragraph: El testigo se negó, porque no lo había visto. (626, 926, 799, 947)
paragraph: El defensor: ¿Como que era yo? (635, 1031, 771, 1041)
